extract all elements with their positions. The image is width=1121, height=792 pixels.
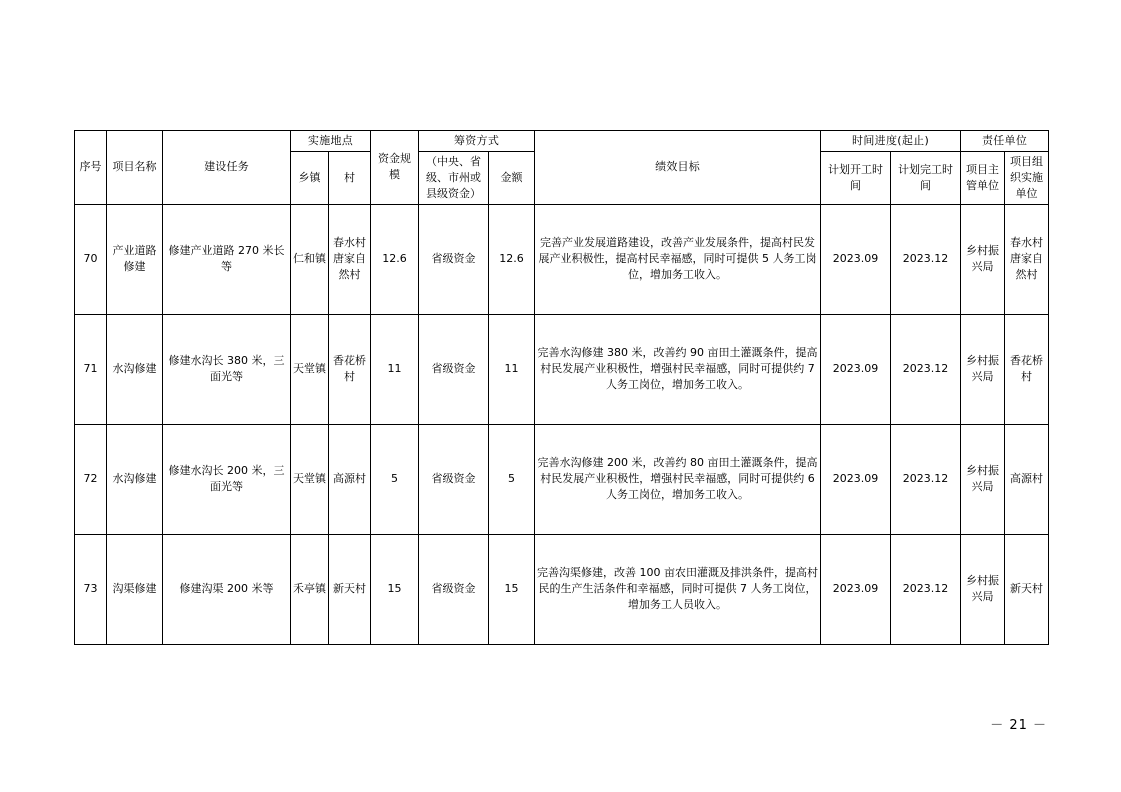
column-header-project-name: 项目名称 [107,131,163,205]
cell-construction-task: 修建水沟长 200 米，三面光等 [163,424,291,534]
table-row [75,534,1049,644]
table-row [75,314,1049,424]
cell-fund-source: 省级资金 [419,314,489,424]
cell-town: 禾亭镇 [291,534,329,644]
column-header-amount: 金额 [489,151,535,204]
cell-plan-start: 2023.09 [821,314,891,424]
column-header-construction-task: 建设任务 [163,131,291,205]
column-header-seq: 序号 [75,131,107,205]
cell-performance-goal: 完善水沟修建 380 米，改善约 90 亩田土灌溉条件，提高村民发展产业积极性，增强村民幸福感，同时可提供约 7 人务工岗位，增加务工收入。 [535,314,821,424]
cell-project-name: 产业道路修建 [107,204,163,314]
cell-town: 天堂镇 [291,314,329,424]
cell-fund-source: 省级资金 [419,204,489,314]
cell-fund-source: 省级资金 [419,534,489,644]
column-header-fund-scale: 资金规模 [371,131,419,205]
cell-village: 香花桥村 [329,314,371,424]
cell-construction-task: 修建产业道路 270 米长等 [163,204,291,314]
cell-plan-end: 2023.12 [891,534,961,644]
cell-project-name: 水沟修建 [107,424,163,534]
cell-plan-start: 2023.09 [821,204,891,314]
table-header-group-row [75,131,1049,152]
cell-supervising-unit: 乡村振兴局 [961,424,1005,534]
cell-supervising-unit: 乡村振兴局 [961,534,1005,644]
column-header-performance-goal: 绩效目标 [535,131,821,205]
column-header-town: 乡镇 [291,151,329,204]
table-row [75,424,1049,534]
cell-seq: 73 [75,534,107,644]
column-group-header-schedule: 时间进度(起止) [821,131,961,152]
cell-project-name: 沟渠修建 [107,534,163,644]
cell-village: 高源村 [329,424,371,534]
column-group-header-responsible: 责任单位 [961,131,1049,152]
cell-amount: 15 [489,534,535,644]
page-number: － 21 － [990,718,1047,733]
cell-construction-task: 修建沟渠 200 米等 [163,534,291,644]
cell-fund-source: 省级资金 [419,424,489,534]
cell-fund-scale: 5 [371,424,419,534]
column-header-plan-start: 计划开工时间 [821,151,891,204]
cell-supervising-unit: 乡村振兴局 [961,314,1005,424]
cell-plan-start: 2023.09 [821,534,891,644]
column-header-fund-source: （中央、省级、市州或县级资金） [419,151,489,204]
cell-plan-end: 2023.12 [891,314,961,424]
cell-amount: 12.6 [489,204,535,314]
cell-implementing-unit: 高源村 [1005,424,1049,534]
cell-village: 新天村 [329,534,371,644]
column-header-plan-end: 计划完工时间 [891,151,961,204]
cell-seq: 72 [75,424,107,534]
cell-implementing-unit: 春水村唐家自然村 [1005,204,1049,314]
cell-seq: 70 [75,204,107,314]
cell-performance-goal: 完善沟渠修建，改善 100 亩农田灌溉及排洪条件，提高村民的生产生活条件和幸福感，同时可提供 7 人务工岗位，增加务工人员收入。 [535,534,821,644]
cell-amount: 11 [489,314,535,424]
table-row [75,204,1049,314]
cell-fund-scale: 12.6 [371,204,419,314]
column-header-supervising-unit: 项目主管单位 [961,151,1005,204]
column-group-header-funding: 筹资方式 [419,131,535,152]
cell-fund-scale: 15 [371,534,419,644]
column-header-implementing-unit: 项目组织实施单位 [1005,151,1049,204]
cell-town: 仁和镇 [291,204,329,314]
cell-seq: 71 [75,314,107,424]
cell-fund-scale: 11 [371,314,419,424]
cell-plan-start: 2023.09 [821,424,891,534]
cell-construction-task: 修建水沟长 380 米，三面光等 [163,314,291,424]
cell-supervising-unit: 乡村振兴局 [961,204,1005,314]
cell-performance-goal: 完善水沟修建 200 米，改善约 80 亩田土灌溉条件，提高村民发展产业积极性，增强村民幸福感，同时可提供约 6 人务工岗位，增加务工收入。 [535,424,821,534]
cell-project-name: 水沟修建 [107,314,163,424]
cell-performance-goal: 完善产业发展道路建设，改善产业发展条件，提高村民发展产业积极性，提高村民幸福感，同时可提供 5 人务工岗位，增加务工收入。 [535,204,821,314]
cell-plan-end: 2023.12 [891,204,961,314]
cell-plan-end: 2023.12 [891,424,961,534]
cell-town: 天堂镇 [291,424,329,534]
project-list-table [74,130,1049,645]
column-header-village: 村 [329,151,371,204]
cell-implementing-unit: 香花桥村 [1005,314,1049,424]
column-group-header-location: 实施地点 [291,131,371,152]
cell-implementing-unit: 新天村 [1005,534,1049,644]
cell-village: 春水村唐家自然村 [329,204,371,314]
cell-amount: 5 [489,424,535,534]
